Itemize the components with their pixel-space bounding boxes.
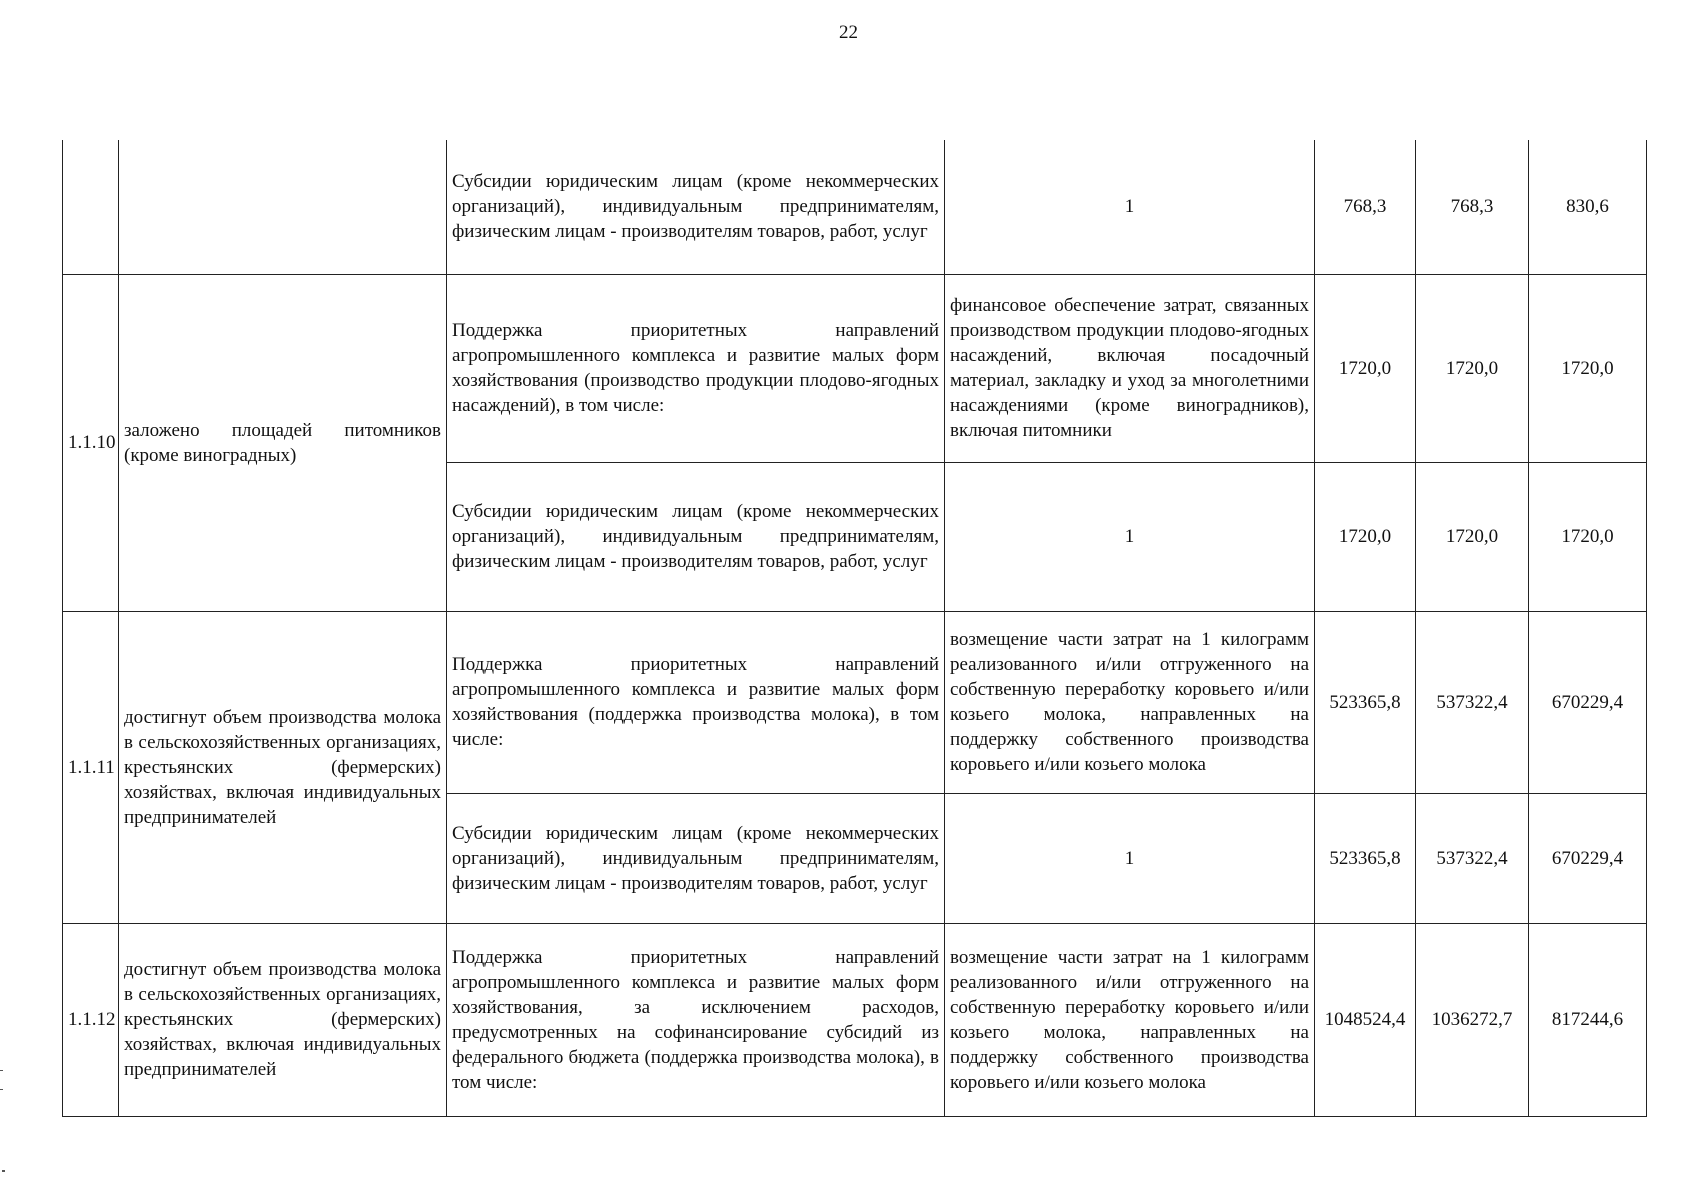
indicator-cell — [119, 140, 447, 274]
indicator-cell: заложено площадей питомников (кроме виноградных) — [119, 274, 447, 611]
table-row — [63, 923, 1647, 1116]
indicator-cell: достигнут объем производства молока в сельскохозяйственных организациях, крестьянских (фермерских) хозяйствах, включая индивидуальных предпринимателей — [119, 611, 447, 923]
row-number: 1.1.11 — [63, 611, 119, 923]
row-number: 1.1.12 — [63, 923, 119, 1116]
value-year-2: 768,3 — [1416, 140, 1529, 274]
purpose-cell: возмещение части затрат на 1 килограмм реализованного и/или отгруженного на собственную переработку коровьего и/или козьего молока, направленных на поддержку собственного производства коровьего и/или козьего молока — [945, 923, 1315, 1116]
table-row — [63, 140, 1647, 274]
value-year-2: 537322,4 — [1416, 611, 1529, 793]
scan-edge-dot — [2, 1170, 5, 1172]
event-cell: Субсидии юридическим лицам (кроме некоммерческих организаций), индивидуальным предпринимателям, физическим лицам - производителям товаров, работ, услуг — [447, 793, 945, 923]
value-year-2: 1720,0 — [1416, 462, 1529, 611]
row-number — [63, 140, 119, 274]
row-number: 1.1.10 — [63, 274, 119, 611]
value-year-2: 1036272,7 — [1416, 923, 1529, 1116]
event-cell: Поддержка приоритетных направлений агропромышленного комплекса и развитие малых форм хозяйствования (поддержка производства молока), в том числе: — [447, 611, 945, 793]
purpose-cell: 1 — [945, 140, 1315, 274]
value-year-3: 670229,4 — [1529, 611, 1647, 793]
scan-edge-mark — [0, 1070, 3, 1090]
event-cell: Поддержка приоритетных направлений агропромышленного комплекса и развитие малых форм хозяйствования (производство продукции плодово-ягодных насаждений), в том числе: — [447, 274, 945, 462]
purpose-cell: 1 — [945, 793, 1315, 923]
value-year-3: 817244,6 — [1529, 923, 1647, 1116]
value-year-1: 1048524,4 — [1315, 923, 1416, 1116]
table-row — [63, 274, 1647, 462]
event-cell: Субсидии юридическим лицам (кроме некоммерческих организаций), индивидуальным предпринимателям, физическим лицам - производителям товаров, работ, услуг — [447, 462, 945, 611]
purpose-cell: финансовое обеспечение затрат, связанных производством продукции плодово-ягодных насаждений, включая посадочный материал, закладку и уход за многолетними насаждениями (кроме виноградников), включая питомники — [945, 274, 1315, 462]
value-year-1: 523365,8 — [1315, 793, 1416, 923]
event-cell: Субсидии юридическим лицам (кроме некоммерческих организаций), индивидуальным предпринимателям, физическим лицам - производителям товаров, работ, услуг — [447, 140, 945, 274]
value-year-1: 1720,0 — [1315, 462, 1416, 611]
program-table — [62, 140, 1647, 1117]
value-year-3: 1720,0 — [1529, 274, 1647, 462]
value-year-3: 670229,4 — [1529, 793, 1647, 923]
event-cell: Поддержка приоритетных направлений агропромышленного комплекса и развитие малых форм хозяйствования, за исключением расходов, предусмотренных на софинансирование субсидий из федерального бюджета (поддержка производства молока), в том числе: — [447, 923, 945, 1116]
value-year-3: 1720,0 — [1529, 462, 1647, 611]
purpose-cell: 1 — [945, 462, 1315, 611]
indicator-cell: достигнут объем производства молока в сельскохозяйственных организациях, крестьянских (фермерских) хозяйствах, включая индивидуальных предпринимателей — [119, 923, 447, 1116]
value-year-3: 830,6 — [1529, 140, 1647, 274]
page-number: 22 — [839, 22, 858, 43]
table-row — [63, 611, 1647, 793]
value-year-1: 1720,0 — [1315, 274, 1416, 462]
value-year-1: 768,3 — [1315, 140, 1416, 274]
value-year-2: 537322,4 — [1416, 793, 1529, 923]
purpose-cell: возмещение части затрат на 1 килограмм реализованного и/или отгруженного на собственную переработку коровьего и/или козьего молока, направленных на поддержку собственного производства коровьего и/или козьего молока — [945, 611, 1315, 793]
value-year-1: 523365,8 — [1315, 611, 1416, 793]
value-year-2: 1720,0 — [1416, 274, 1529, 462]
